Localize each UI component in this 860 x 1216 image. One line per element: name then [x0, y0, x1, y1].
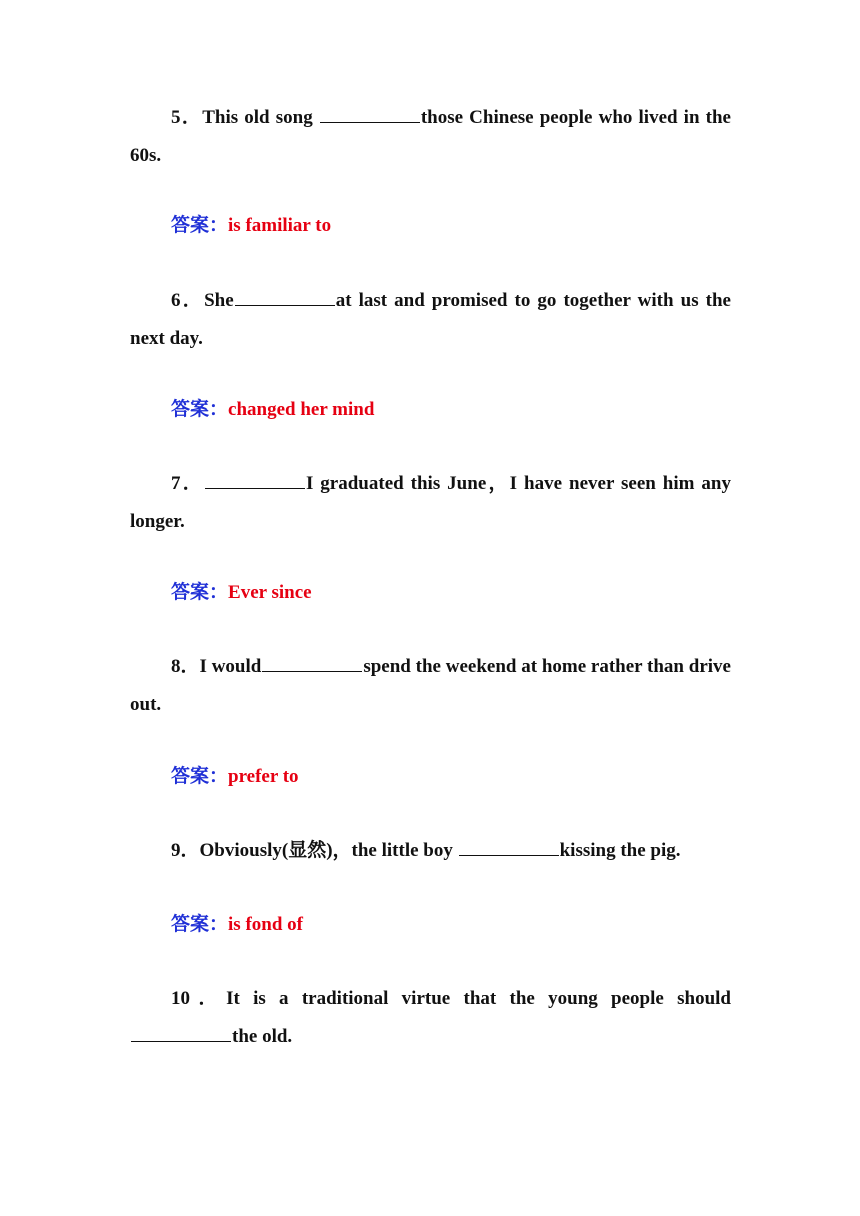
question-6 — [130, 282, 731, 358]
question-number: 8． — [171, 656, 200, 677]
question-text-before: I would — [199, 656, 262, 677]
answer-7 — [171, 581, 312, 605]
question-text-after: spend the weekend at home rather than drive out. — [130, 656, 731, 715]
answer-label: 答案： — [171, 582, 229, 603]
answer-label: 答案： — [171, 399, 229, 420]
answer-text: is fond of — [228, 914, 303, 935]
answer-text: prefer to — [228, 766, 299, 787]
question-text-after: the old. — [232, 1026, 293, 1047]
answer-label: 答案： — [171, 766, 229, 787]
answer-text: changed her mind — [228, 399, 375, 420]
question-text-after: I graduated this June，I have never seen him any longer. — [130, 473, 731, 532]
answer-blank[interactable] — [131, 1024, 231, 1042]
question-number: 5． — [171, 107, 203, 128]
question-10 — [130, 980, 731, 1056]
answer-blank[interactable] — [262, 654, 362, 672]
question-text-after: kissing the pig. — [559, 840, 681, 861]
question-text-after: at last and promised to go together with us the next day. — [130, 290, 731, 349]
answer-9 — [171, 913, 303, 937]
answer-blank[interactable] — [235, 288, 335, 306]
question-8 — [130, 648, 731, 724]
answer-8 — [171, 765, 299, 789]
question-text-before: It is a traditional virtue that the young people should — [226, 988, 731, 1009]
question-number: 10． — [171, 988, 227, 1009]
question-text-before: This old song — [202, 107, 319, 128]
question-7 — [130, 465, 731, 541]
answer-label: 答案： — [171, 914, 229, 935]
question-number: 6． — [171, 290, 205, 311]
question-number: 9． — [171, 840, 200, 861]
question-text-after: those Chinese people who lived in the 60s. — [130, 107, 731, 166]
question-5 — [130, 99, 731, 175]
answer-text: is familiar to — [228, 215, 332, 236]
question-text-before: She — [204, 290, 234, 311]
answer-5 — [171, 214, 331, 238]
question-number: 7． — [171, 473, 204, 494]
question-text-before: Obviously(显然)，the little boy — [199, 840, 458, 861]
answer-label: 答案： — [171, 215, 229, 236]
answer-blank[interactable] — [205, 471, 305, 489]
answer-blank[interactable] — [320, 105, 420, 123]
answer-blank[interactable] — [459, 838, 559, 856]
answer-6 — [171, 398, 374, 422]
question-9 — [130, 832, 731, 870]
answer-text: Ever since — [228, 582, 312, 603]
